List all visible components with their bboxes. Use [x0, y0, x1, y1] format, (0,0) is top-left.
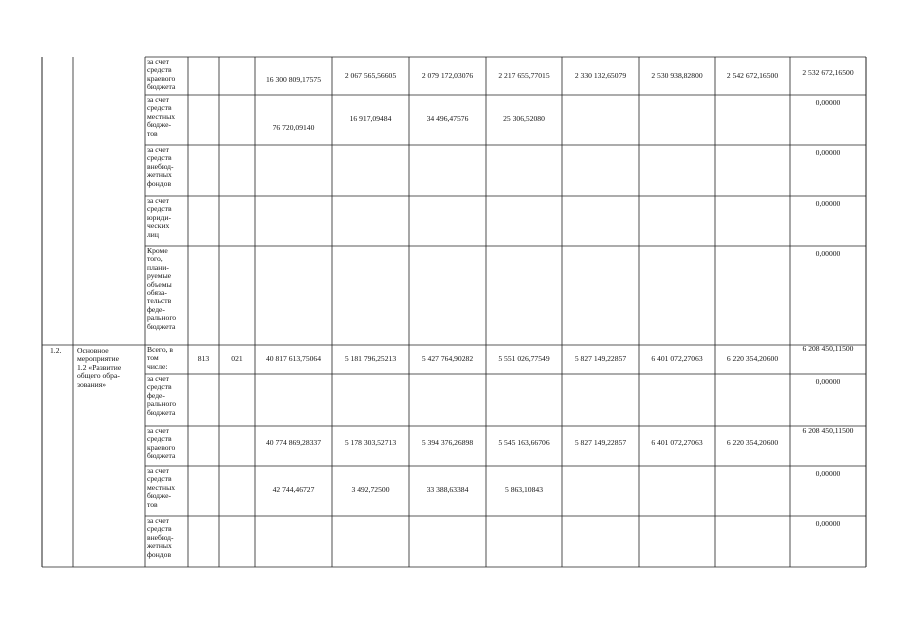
source-line: плани- [147, 262, 169, 272]
source-line: обяза- [147, 288, 167, 297]
source-line: средств [147, 524, 172, 534]
source-line: средств [147, 65, 172, 75]
source-line: жетных [147, 170, 172, 180]
value-cell: 2 542 672,16500 [726, 71, 779, 80]
source-line: средств [147, 382, 172, 392]
source-line: средств [147, 103, 172, 113]
value-cell: 5 181 796,25213 [344, 354, 397, 363]
source-line: бюдже- [147, 491, 172, 501]
source-line: за счет [147, 95, 169, 104]
source-line: Всего, в [147, 345, 174, 354]
value-cell: 6 220 354,20600 [726, 438, 779, 447]
source-line: за счет [147, 374, 169, 383]
source-line: бюджета [147, 407, 176, 417]
value-cell: 0,00000 [815, 199, 841, 208]
value-cell: 6 401 072,27063 [651, 438, 703, 447]
value-cell: 0,00000 [815, 249, 841, 258]
value-cell: 6 208 450,11500 [802, 426, 854, 435]
value-cell: 6 401 072,27063 [651, 354, 703, 363]
value-cell: 5 551 026,77549 [498, 354, 550, 363]
source-line: за счет [147, 426, 169, 435]
value-cell: 5 863,10843 [505, 485, 543, 494]
source-line: средств [147, 204, 172, 214]
source-line: феде- [147, 390, 165, 400]
value-cell: 2 330 132,65079 [574, 71, 627, 80]
value-cell: 40 817 613,75064 [265, 354, 322, 363]
source-line: краевого [147, 73, 176, 83]
source-line: рального [147, 399, 177, 409]
source-line: тов [147, 499, 158, 509]
source-line: краевого [147, 442, 176, 452]
value-cell: 34 496,47576 [426, 114, 469, 123]
source-line: числе: [147, 361, 168, 371]
value-cell: 5 545 163,66706 [498, 438, 550, 447]
source-line: средств [147, 434, 172, 444]
source-line: бюджета [147, 321, 176, 331]
value-cell: 3 492,72500 [351, 485, 390, 494]
item-number: 1.2. [50, 346, 62, 355]
source-line: внебюд- [147, 161, 174, 171]
source-line: руемые [147, 271, 172, 281]
source-line: за счет [147, 57, 169, 66]
source-line: местных [147, 482, 176, 492]
item-name-line: Основное [77, 346, 109, 355]
value-cell: 25 306,52080 [503, 114, 545, 123]
source-line: бюджета [147, 82, 176, 92]
value-cell: 76 720,09140 [272, 123, 315, 132]
source-line: фондов [147, 178, 172, 188]
source-line: рального [147, 313, 177, 323]
value-cell: 2 217 655,77015 [498, 71, 550, 80]
source-line: фондов [147, 549, 172, 559]
source-line: феде- [147, 304, 165, 314]
source-line: местных [147, 111, 176, 121]
source-line: за счет [147, 516, 169, 525]
item-name-line: зования» [77, 379, 107, 389]
source-line: том [147, 353, 159, 363]
value-cell: 2 530 938,82800 [651, 71, 703, 80]
value-cell: 5 394 376,26898 [421, 438, 474, 447]
source-line: средств [147, 153, 172, 163]
value-cell: 16 917,09484 [349, 114, 392, 123]
source-line: юриди- [147, 212, 171, 222]
value-cell: 42 744,46727 [272, 485, 315, 494]
source-line: средств [147, 474, 172, 484]
value-cell: 0,00000 [815, 148, 841, 157]
value-cell: 5 827 149,22857 [574, 354, 627, 363]
source-line: тельств [147, 296, 172, 306]
source-line: Кроме [147, 246, 168, 255]
value-cell: 16 300 809,17575 [265, 75, 322, 84]
source-line: ческих [147, 221, 170, 231]
value-cell: 6 220 354,20600 [726, 354, 779, 363]
source-line: за счет [147, 145, 169, 154]
value-cell: 5 427 764,90282 [421, 354, 474, 363]
item-name-line: мероприятие [77, 354, 119, 364]
value-cell: 0,00000 [815, 98, 841, 107]
source-line: тов [147, 128, 158, 138]
item-name-line: 1.2 «Развитие [77, 362, 122, 372]
value-cell: 2 532 672,16500 [802, 68, 854, 77]
source-line: жетных [147, 541, 172, 551]
code-grbs: 813 [197, 354, 210, 363]
source-line: лиц [147, 229, 159, 239]
value-cell: 2 079 172,03076 [421, 71, 474, 80]
source-line: за счет [147, 196, 169, 205]
value-cell: 40 774 869,28337 [265, 438, 322, 447]
value-cell: 33 388,63384 [426, 485, 469, 494]
value-cell: 6 208 450,11500 [802, 344, 854, 353]
source-line: бюджета [147, 451, 176, 461]
item-name-line: общего обра- [77, 371, 120, 381]
source-line: за счет [147, 466, 169, 475]
value-cell: 2 067 565,56605 [344, 71, 397, 80]
value-cell: 5 827 149,22857 [574, 438, 627, 447]
source-line: бюдже- [147, 120, 172, 130]
source-line: объемы [147, 279, 172, 289]
value-cell: 0,00000 [815, 469, 841, 478]
value-cell: 5 178 303,52713 [344, 438, 397, 447]
source-line: внебюд- [147, 532, 174, 542]
code-section: 021 [231, 354, 243, 363]
value-cell: 0,00000 [815, 377, 841, 386]
value-cell: 0,00000 [815, 519, 841, 528]
source-line: того, [147, 254, 163, 264]
